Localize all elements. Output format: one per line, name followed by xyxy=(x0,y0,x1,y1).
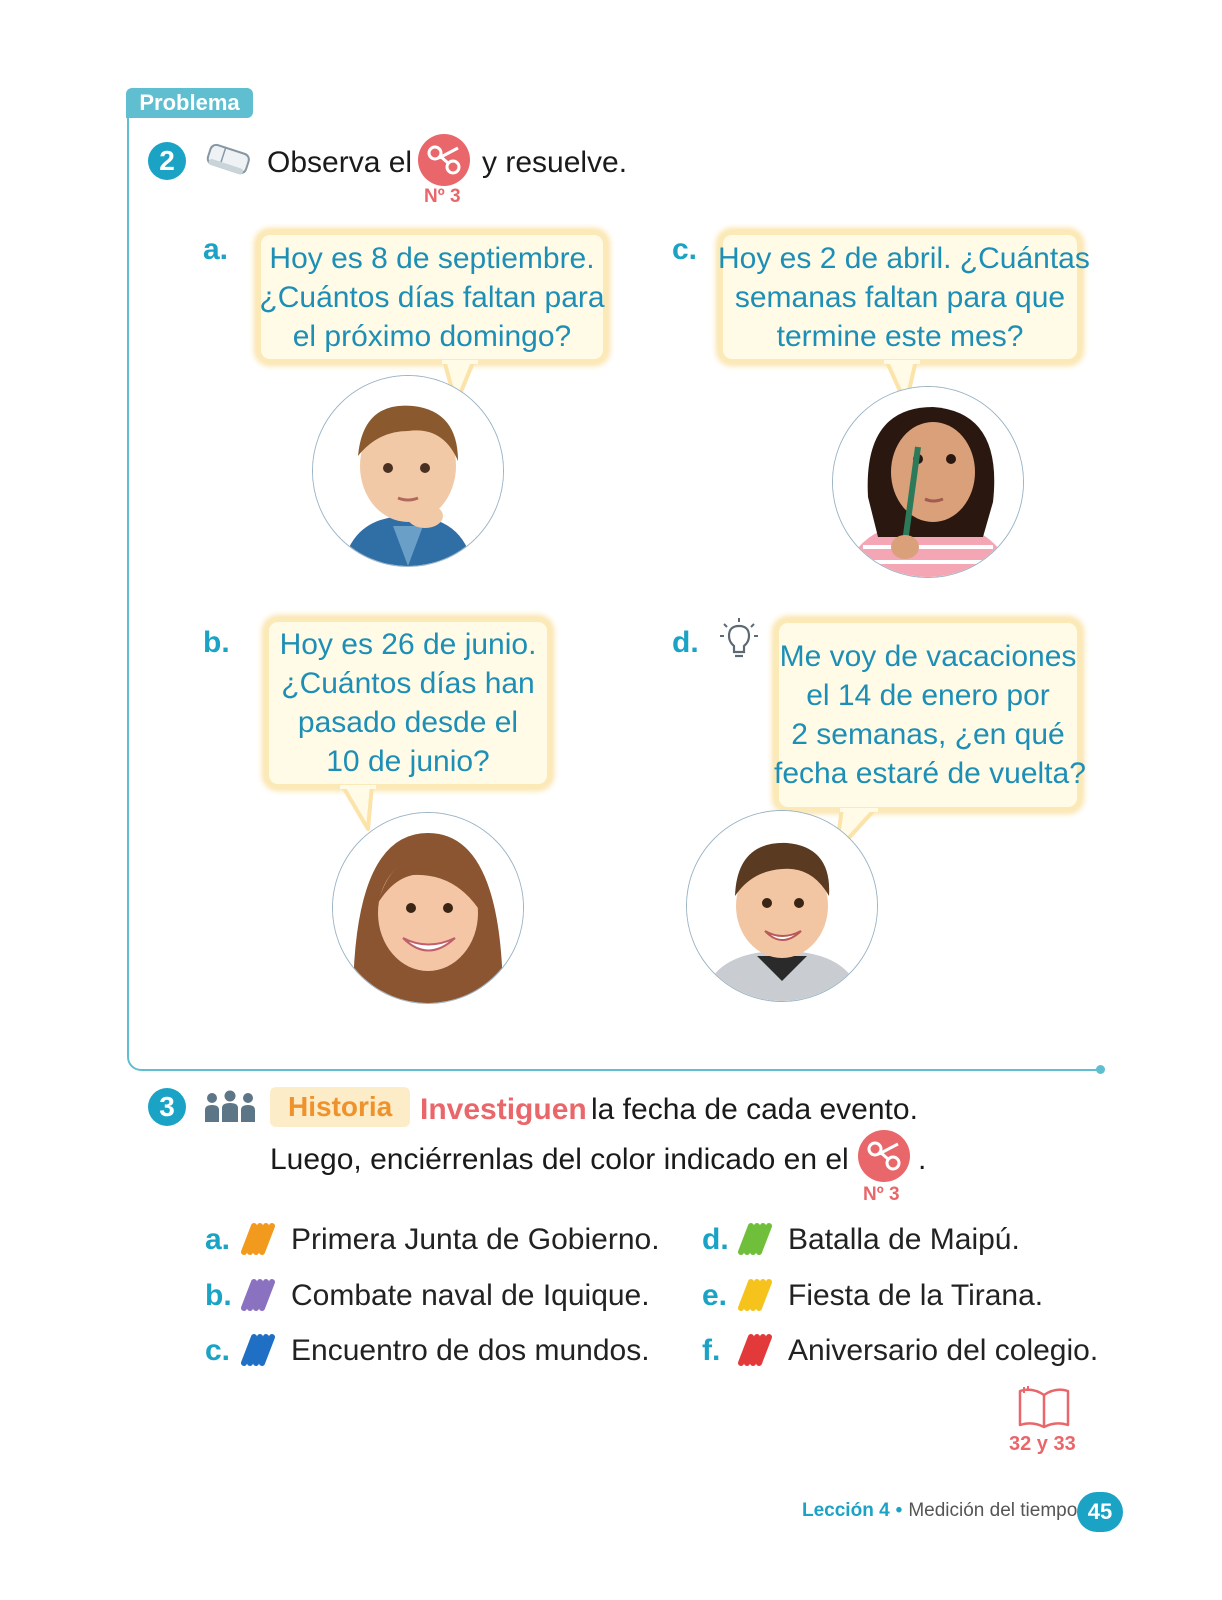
event-text: Batalla de Maipú. xyxy=(788,1223,1020,1256)
girl-photo-b xyxy=(332,812,524,1004)
speech-bubble-c xyxy=(718,230,1090,364)
speech-bubble-d xyxy=(774,618,1086,812)
book-icon xyxy=(1016,1385,1072,1436)
bubble-line: fecha estaré de vuelta? xyxy=(774,757,1086,790)
list-letter-b: b. xyxy=(205,1279,232,1312)
event-text: Primera Junta de Gobierno. xyxy=(291,1223,660,1256)
list-letter-f: f. xyxy=(702,1334,721,1367)
exercise3-verb: Investiguen xyxy=(420,1093,587,1126)
material-label: Nº 3 xyxy=(863,1184,900,1205)
bubble-tail-b xyxy=(338,785,378,833)
bubble-line: el próximo domingo? xyxy=(292,319,572,353)
event-text: Fiesta de la Tirana. xyxy=(788,1279,1044,1312)
bubble-line: Hoy es 8 de septiembre. xyxy=(269,241,595,275)
exercise3-line2: Luego, enciérrenlas del color indicado en el xyxy=(270,1143,849,1176)
exercise2-text-before: Observa el xyxy=(267,146,413,179)
speech-bubble-a xyxy=(256,230,608,364)
scissors-icon xyxy=(418,134,470,186)
boy-photo-a xyxy=(312,375,504,567)
group-icon xyxy=(203,1090,257,1129)
historia-tag: Historia xyxy=(270,1087,410,1127)
exercise-number: 2 xyxy=(148,142,186,180)
bubble-line: ¿Cuántos días han xyxy=(281,667,535,700)
bubble-line: termine este mes? xyxy=(776,319,1024,353)
item-letter-d: d. xyxy=(672,626,699,659)
bubble-line: 10 de junio? xyxy=(326,745,490,778)
lightbulb-icon xyxy=(718,616,760,667)
bubble-line: semanas faltan para que xyxy=(734,280,1066,314)
bubble-line: el 14 de enero por xyxy=(806,679,1050,712)
exercise3-line1: la fecha de cada evento. xyxy=(591,1093,918,1126)
speech-bubble-b xyxy=(264,617,552,789)
exercise3-line2-end: . xyxy=(918,1143,927,1176)
event-text: Combate naval de Iquique. xyxy=(291,1279,650,1312)
list-letter-a: a. xyxy=(205,1223,231,1256)
event-text: Encuentro de dos mundos. xyxy=(291,1334,650,1367)
bubble-line: 2 semanas, ¿en qué xyxy=(791,718,1065,751)
girl-photo-c xyxy=(832,386,1024,578)
lesson-topic: Medición del tiempo xyxy=(908,1500,1078,1521)
color-swatch-purple-icon xyxy=(240,1278,276,1312)
footer-separator: • xyxy=(895,1500,903,1521)
color-swatch-orange-icon xyxy=(240,1222,276,1256)
problem-tag: Problema xyxy=(126,88,253,118)
bubble-line: Hoy es 2 de abril. ¿Cuántas xyxy=(718,241,1090,275)
list-letter-c: c. xyxy=(205,1334,231,1367)
page-number: 45 xyxy=(1077,1492,1123,1532)
color-swatch-yellow-icon xyxy=(737,1278,773,1312)
item-letter-c: c. xyxy=(672,233,698,266)
material-label: Nº 3 xyxy=(424,186,461,207)
item-letter-a: a. xyxy=(203,233,229,266)
bubble-line: Hoy es 26 de junio. xyxy=(279,628,537,661)
color-swatch-green-icon xyxy=(737,1222,773,1256)
footer-lesson-line xyxy=(802,1500,1077,1522)
item-letter-b: b. xyxy=(203,626,230,659)
bubble-line: pasado desde el xyxy=(297,706,519,739)
color-swatch-red-icon xyxy=(737,1333,773,1367)
bubble-line: Me voy de vacaciones xyxy=(779,640,1077,673)
frame-end-dot xyxy=(1096,1065,1105,1074)
boy-photo-d xyxy=(686,810,878,1002)
eraser-icon xyxy=(202,140,254,185)
color-swatch-blue-icon xyxy=(240,1333,276,1367)
scissors-icon xyxy=(858,1130,910,1182)
book-page-ref: 32 y 33 xyxy=(1009,1433,1076,1455)
exercise-number: 3 xyxy=(148,1088,186,1126)
bubble-line: ¿Cuántos días faltan para xyxy=(259,280,605,314)
list-letter-d: d. xyxy=(702,1223,729,1256)
exercise2-text-after: y resuelve. xyxy=(482,146,628,179)
lesson-label: Lección 4 xyxy=(802,1500,890,1521)
list-letter-e: e. xyxy=(702,1279,728,1312)
event-text: Aniversario del colegio. xyxy=(788,1334,1099,1367)
